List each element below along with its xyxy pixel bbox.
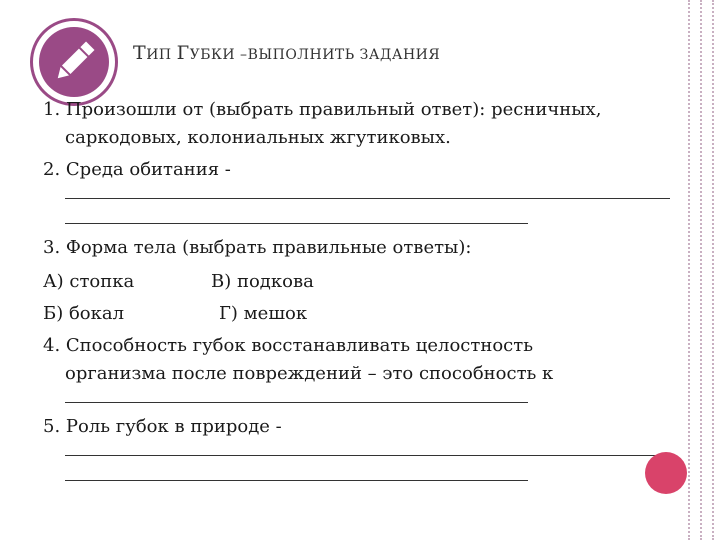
- question-3-text: 3. Форма тела (выбрать правильные ответы):: [43, 237, 472, 258]
- decorative-border-line: [712, 0, 714, 540]
- question-4: [43, 332, 678, 403]
- question-4-line-2: организма после повреждений – это способность к: [65, 363, 554, 384]
- answer-line[interactable]: [65, 480, 528, 481]
- option-b: Б) бокал: [43, 303, 125, 324]
- question-1-line-2: саркодовых, колониальных жгутиковых.: [65, 127, 451, 148]
- question-2-text: 2. Среда обитания -: [43, 159, 231, 180]
- question-2: [43, 156, 678, 224]
- question-5-text: 5. Роль губок в природе -: [43, 416, 282, 437]
- question-1: [43, 96, 678, 152]
- question-1-line-1: 1. Произошли от (выбрать правильный ответ): ресничных,: [43, 99, 602, 120]
- option-v: В) подкова: [211, 271, 314, 292]
- page-title: ТИП ГУБКИ –ВЫПОЛНИТЬ ЗАДАНИЯ: [133, 42, 441, 64]
- option-g: Г) мешок: [219, 303, 308, 324]
- question-4-line-1: 4. Способность губок восстанавливать целостность: [43, 335, 533, 356]
- question-3: [43, 234, 678, 328]
- question-5: [43, 413, 678, 481]
- answer-line[interactable]: [65, 223, 528, 224]
- decorative-border-line: [688, 0, 690, 540]
- decorative-border-line: [700, 0, 702, 540]
- decorative-dot: [645, 452, 687, 494]
- task-list: [43, 96, 678, 485]
- pencil-badge: [30, 18, 118, 106]
- pencil-icon: [49, 37, 99, 87]
- option-a: А) стопка: [43, 271, 135, 292]
- answer-line[interactable]: [65, 402, 528, 403]
